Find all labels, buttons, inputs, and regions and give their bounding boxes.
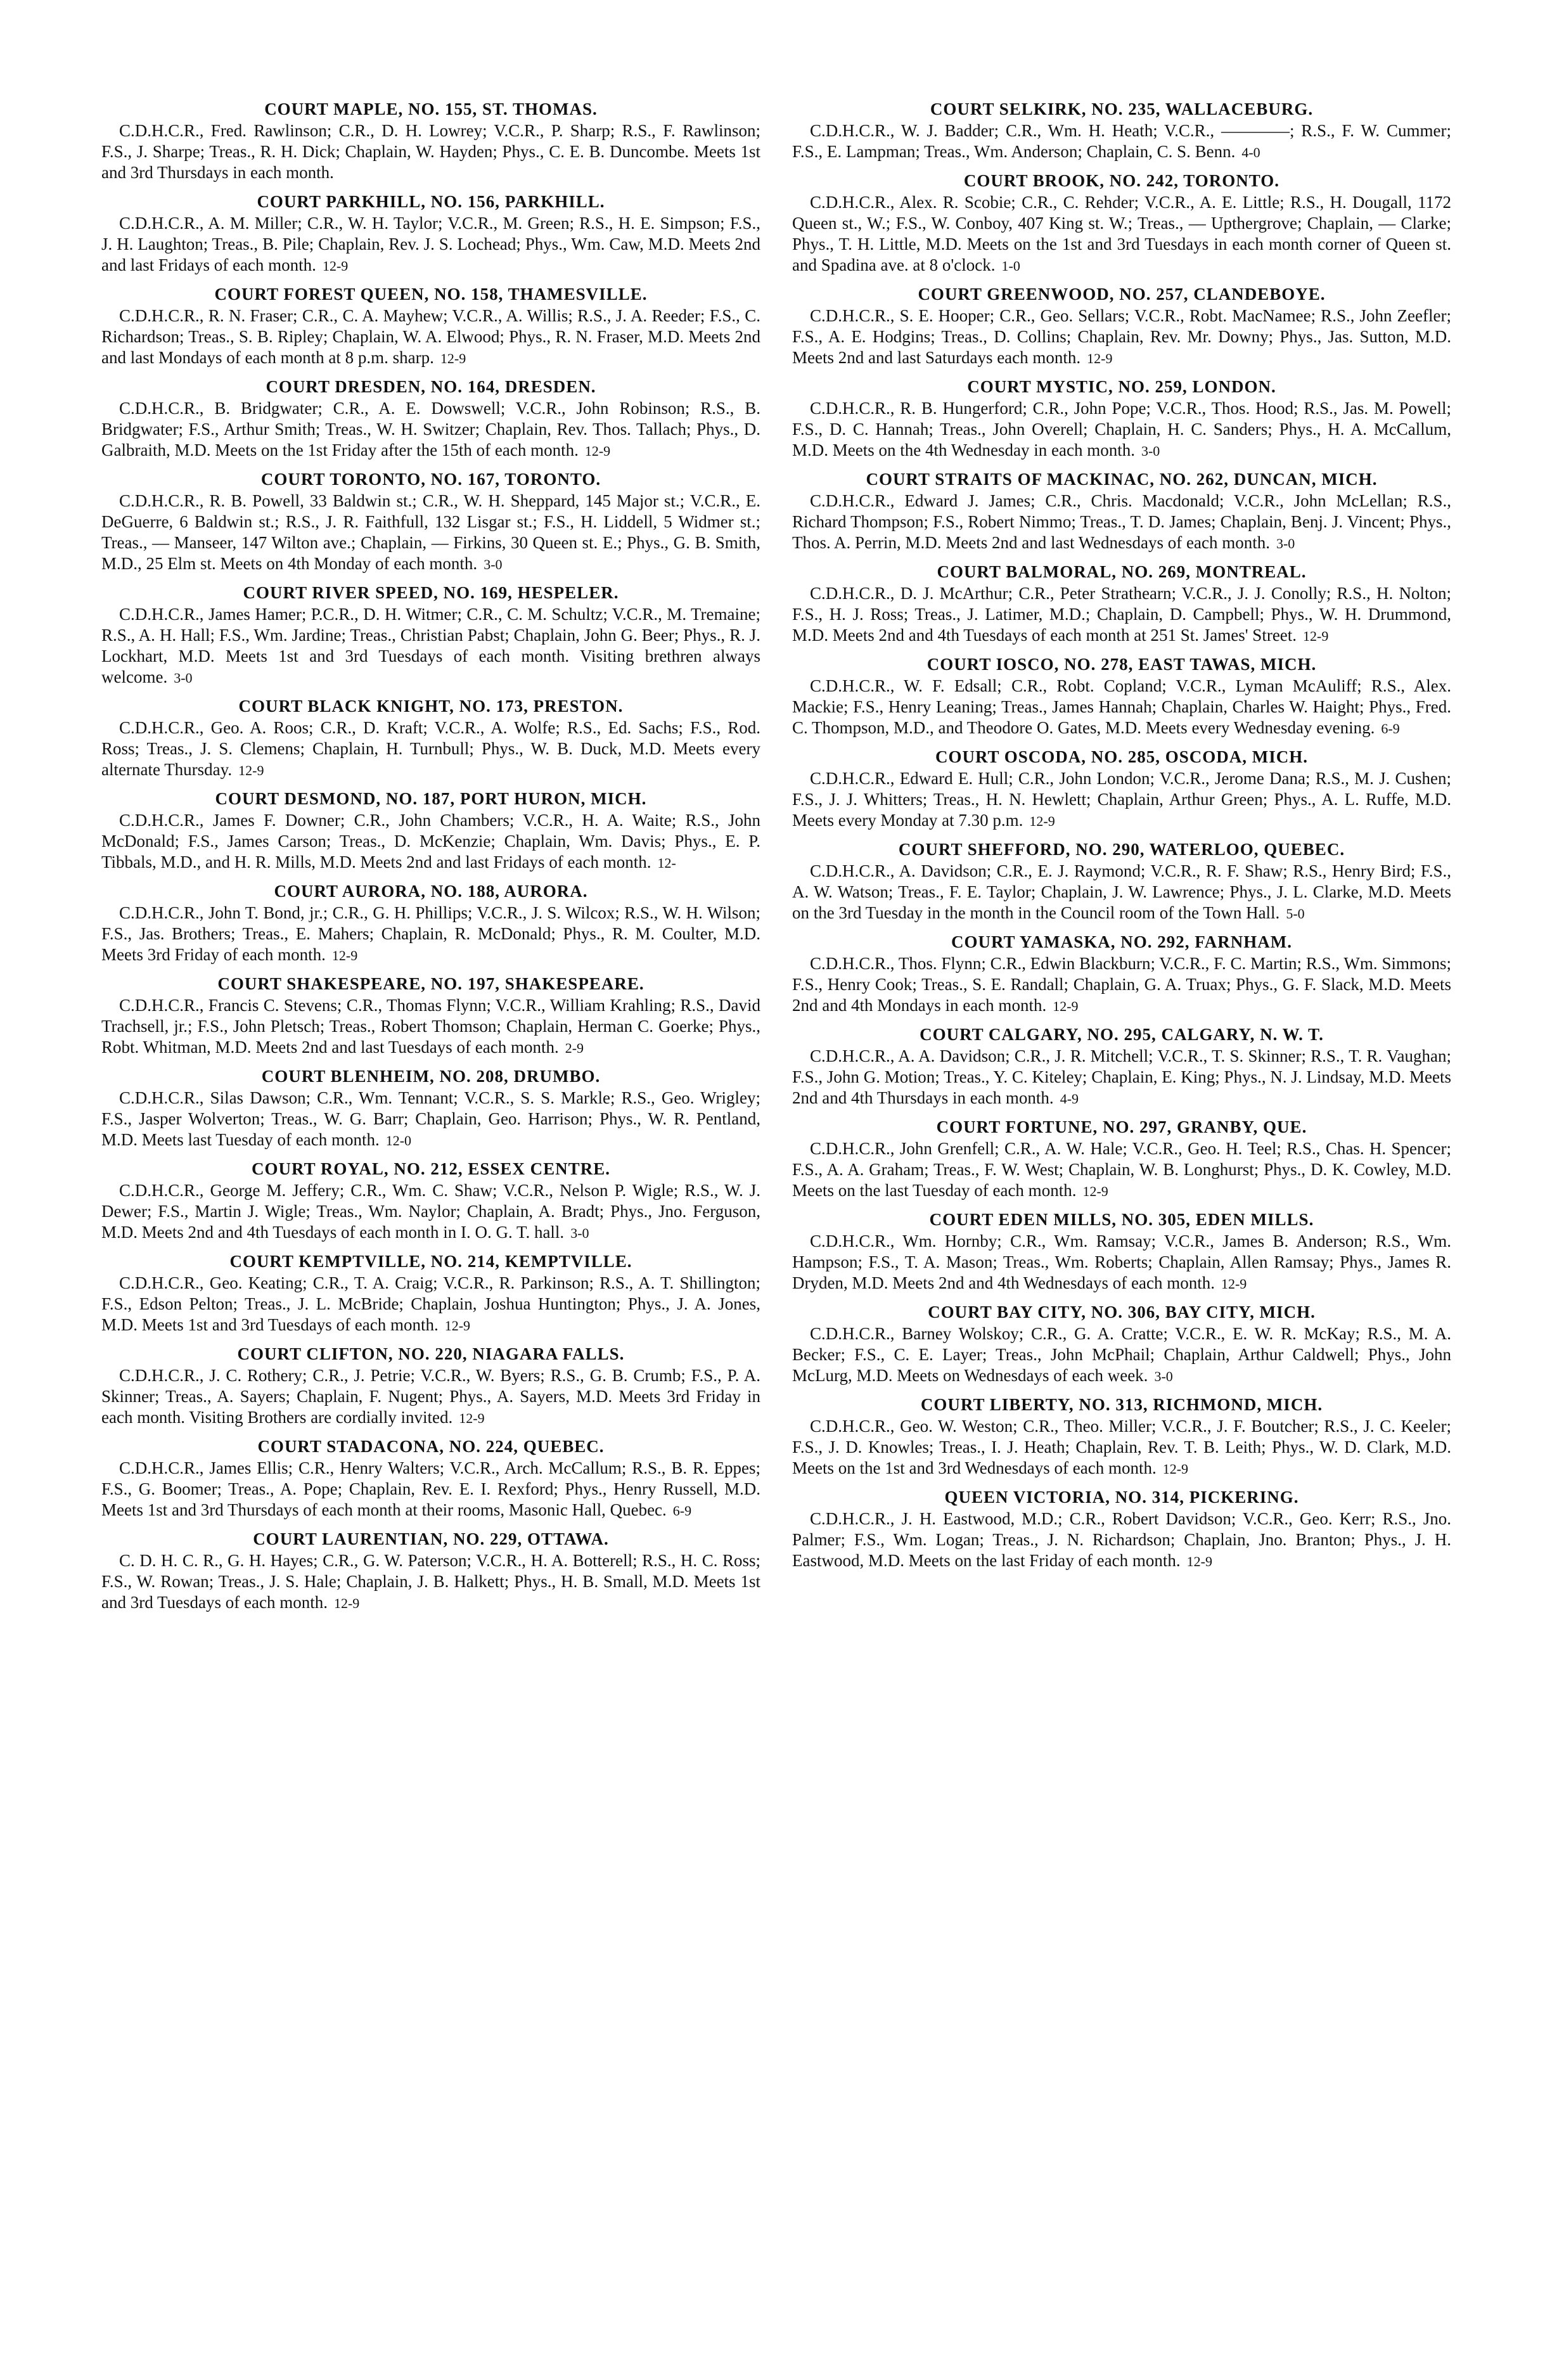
court-officers xyxy=(101,491,760,575)
entry-code: 6-9 xyxy=(1381,721,1400,737)
court-entry xyxy=(792,1209,1451,1294)
court-officers-text: C.D.H.C.R., Geo. Keating; C.R., T. A. Craig; V.C.R., R. Parkinson; R.S., A. T. Shillington; F.S., Edson Pelton; Treas., J. L. McBride; Chaplain, Joshua Huntington; Phys., J. A. Jones, M.D. Meets 1st and 3rd Tuesdays of each month. xyxy=(101,1273,760,1334)
court-heading: COURT EDEN MILLS, NO. 305, EDEN MILLS. xyxy=(929,1210,1314,1229)
court-officers xyxy=(101,1180,760,1244)
court-officers xyxy=(101,903,760,966)
court-entry xyxy=(792,839,1451,924)
entry-code: 2-9 xyxy=(565,1040,584,1056)
court-entry xyxy=(792,654,1451,739)
court-officers xyxy=(792,398,1451,461)
court-entry xyxy=(101,99,760,184)
court-officers xyxy=(101,1088,760,1151)
entry-code: 12-9 xyxy=(1186,1553,1212,1569)
court-heading: COURT CLIFTON, NO. 220, NIAGARA FALLS. xyxy=(237,1344,625,1363)
entry-code: 3-0 xyxy=(174,670,193,686)
court-officers-text: C.D.H.C.R., R. N. Fraser; C.R., C. A. Mayhew; V.C.R., A. Willis; R.S., J. A. Reeder; F.S., C. Richardson; Treas., S. B. Ripley; Chaplain, W. A. Elwood; Phys., R. N. Fraser, M.D. Meets 2nd and last Mondays of each month at 8 p.m. sharp. xyxy=(101,306,760,367)
court-officers-text: C.D.H.C.R., John T. Bond, jr.; C.R., G. H. Phillips; V.C.R., J. S. Wilcox; R.S., W. H. Wilson; F.S., Jas. Brothers; Treas., E. Mahers; Chaplain, R. McDonald; Phys., R. M. Coulter, M.D. Meets 3rd Friday of each month. xyxy=(101,903,760,964)
court-entry xyxy=(792,1394,1451,1479)
court-officers-text: C.D.H.C.R., J. H. Eastwood, M.D.; C.R., Robert Davidson; V.C.R., Geo. Kerr; R.S., Jno. Palmer; F.S., Wm. Logan; Treas., J. N. Richardson; Chaplain, Jno. Branton; Phys., J. H. Eastwood, M.D. Meets on the last Friday of each month. xyxy=(792,1509,1451,1570)
court-officers-text: C.D.H.C.R., Barney Wolskoy; C.R., G. A. Cratte; V.C.R., E. W. R. McKay; R.S., M. A. Becker; F.S., C. E. Layer; Treas., John McPhail; Chaplain, Arthur Caldwell; Phys., John McLurg, M.D. Meets on Wednesdays of each week. xyxy=(792,1324,1451,1385)
court-officers-text: C.D.H.C.R., A. M. Miller; C.R., W. H. Taylor; V.C.R., M. Green; R.S., H. E. Simpson; F.S., J. H. Laughton; Treas., B. Pile; Chaplain, Rev. J. S. Lochead; Phys., Wm. Caw, M.D. Meets 2nd and last Fridays of each month. xyxy=(101,214,760,274)
entry-code: 12-9 xyxy=(1029,813,1055,829)
court-heading: COURT AURORA, NO. 188, AURORA. xyxy=(274,882,588,901)
court-officers-text: C.D.H.C.R., Edward J. James; C.R., Chris. Macdonald; V.C.R., John McLellan; R.S., Richard Thompson; F.S., Robert Nimmo; Treas., T. D. James; Chaplain, Benj. J. Vincent; Phys., Thos. A. Perrin, M.D. Meets 2nd and last Wednesdays of each month. xyxy=(792,491,1451,552)
court-officers xyxy=(101,1458,760,1521)
entry-code: 3-0 xyxy=(570,1225,589,1241)
court-entry xyxy=(792,747,1451,832)
court-entry xyxy=(792,1117,1451,1202)
court-entry xyxy=(101,696,760,781)
entry-code: 5-0 xyxy=(1286,906,1305,922)
court-officers xyxy=(792,491,1451,554)
court-officers xyxy=(792,1231,1451,1294)
court-officers-text: C.D.H.C.R., A. Davidson; C.R., E. J. Raymond; V.C.R., R. F. Shaw; R.S., Henry Bird; F.S., A. W. Watson; Treas., F. E. Taylor; Chaplain, J. W. Lawrence; Phys., J. L. Clarke, M.D. Meets on the 3rd Tuesday in the month in the Council room of the Town Hall. xyxy=(792,861,1451,922)
left-column xyxy=(101,95,760,1621)
court-heading: COURT BROOK, NO. 242, TORONTO. xyxy=(963,171,1280,190)
court-entry xyxy=(101,881,760,966)
entry-code: 12-9 xyxy=(1162,1461,1189,1477)
court-officers xyxy=(792,676,1451,739)
court-entry xyxy=(101,1344,760,1429)
court-officers xyxy=(101,398,760,461)
court-officers xyxy=(792,1323,1451,1387)
court-officers-text: C.D.H.C.R., R. B. Powell, 33 Baldwin st.; C.R., W. H. Sheppard, 145 Major st.; V.C.R., E. DeGuerre, 6 Baldwin st.; R.S., J. R. Faithfull, 132 Lisgar st.; F.S., H. Liddell, 5 Widmer st.; Treas., — Manseer, 147 Wilton ave.; Chaplain, — Firkins, 30 Queen st. E.; Phys., G. B. Smith, M.D., 25 Elm st. Meets on 4th Monday of each month. xyxy=(101,491,760,573)
entry-code: 12-9 xyxy=(1082,1183,1108,1199)
court-officers xyxy=(792,1046,1451,1109)
court-officers xyxy=(792,1138,1451,1202)
court-officers-text: C.D.H.C.R., Silas Dawson; C.R., Wm. Tennant; V.C.R., S. S. Markle; R.S., Geo. Wrigley; F.S., Jasper Wolverton; Treas., W. G. Barr; Chaplain, Geo. Harrison; Phys., W. R. Pentland, M.D. Meets last Tuesday of each month. xyxy=(101,1088,760,1149)
court-officers-text: C.D.H.C.R., James Ellis; C.R., Henry Walters; V.C.R., Arch. McCallum; R.S., B. R. Eppes; F.S., G. Boomer; Treas., A. Pope; Chaplain, Rev. E. I. Rexford; Phys., Henry Russell, M.D. Meets 1st and 3rd Thursdays of each month at their rooms, Masonic Hall, Quebec. xyxy=(101,1458,760,1519)
court-officers-text: C.D.H.C.R., Wm. Hornby; C.R., Wm. Ramsay; V.C.R., James B. Anderson; R.S., Wm. Hampson; F.S., T. A. Mason; Treas., Wm. Roberts; Chaplain, Allen Ramsay; Phys., James R. Dryden, M.D. Meets 2nd and 4th Wednesdays of each month. xyxy=(792,1232,1451,1292)
entry-code: 12-9 xyxy=(333,1595,360,1611)
court-entry xyxy=(792,1302,1451,1387)
court-entry xyxy=(792,469,1451,554)
court-officers-text: C.D.H.C.R., Geo. A. Roos; C.R., D. Kraft; V.C.R., A. Wolfe; R.S., Ed. Sachs; F.S., Rod. Ross; Treas., J. S. Clemens; Chaplain, H. Turnbull; Phys., W. B. Duck, M.D. Meets every alternate Thursday. xyxy=(101,718,760,779)
entry-code: 4-9 xyxy=(1060,1091,1079,1107)
court-entry xyxy=(101,788,760,873)
court-heading: COURT IOSCO, NO. 278, EAST TAWAS, MICH. xyxy=(926,655,1317,674)
court-officers xyxy=(101,1365,760,1429)
court-officers-text: C.D.H.C.R., Francis C. Stevens; C.R., Thomas Flynn; V.C.R., William Krahling; R.S., David Trachsell, jr.; F.S., John Pletsch; Treas., Robert Thomson; Chaplain, Herman C. Goerke; Phys., Robt. Whitman, M.D. Meets 2nd and last Tuesdays of each month. xyxy=(101,996,760,1057)
right-column xyxy=(792,95,1451,1579)
court-heading: COURT STADACONA, NO. 224, QUEBEC. xyxy=(257,1437,605,1456)
court-heading: COURT GREENWOOD, NO. 257, CLANDEBOYE. xyxy=(918,285,1326,304)
entry-code: 12-9 xyxy=(322,258,349,274)
entry-code: 12- xyxy=(657,855,676,871)
court-officers-text: C.D.H.C.R., Thos. Flynn; C.R., Edwin Blackburn; V.C.R., F. C. Martin; R.S., Wm. Simmons; F.S., Henry Cook; Treas., S. E. Randall; Chaplain, G. A. Truax; Phys., G. F. Slack, M.D. Meets 2nd and 4th Mondays in each month. xyxy=(792,954,1451,1015)
entry-code: 12-9 xyxy=(238,762,264,778)
entry-code: 12-0 xyxy=(385,1133,412,1148)
court-entry xyxy=(792,1487,1451,1572)
court-officers-text: C.D.H.C.R., S. E. Hooper; C.R., Geo. Sellars; V.C.R., Robt. MacNamee; R.S., John Zeefler; F.S., A. E. Hodgins; Treas., D. Collins; Chaplain, Rev. Mr. Downy; Phys., Jas. Sutton, M.D. Meets 2nd and last Saturdays each month. xyxy=(792,306,1451,367)
entry-code: 3-0 xyxy=(484,556,503,572)
court-officers-text: C.D.H.C.R., Geo. W. Weston; C.R., Theo. Miller; V.C.R., J. F. Boutcher; R.S., J. C. Keeler; F.S., J. D. Knowles; Treas., I. J. Heath; Chaplain, Rev. T. B. Leith; Phys., W. D. Clark, M.D. Meets on the 1st and 3rd Wednesdays of each month. xyxy=(792,1417,1451,1477)
court-heading: COURT TORONTO, NO. 167, TORONTO. xyxy=(260,470,601,489)
court-entry xyxy=(101,1529,760,1614)
entry-code: 12-9 xyxy=(444,1318,471,1334)
court-entry xyxy=(792,562,1451,646)
court-entry xyxy=(101,284,760,369)
court-heading: QUEEN VICTORIA, NO. 314, PICKERING. xyxy=(944,1488,1299,1507)
court-heading: COURT MYSTIC, NO. 259, LONDON. xyxy=(967,377,1276,396)
court-heading: COURT MAPLE, NO. 155, ST. THOMAS. xyxy=(264,100,598,119)
court-heading: COURT DESMOND, NO. 187, PORT HURON, MICH. xyxy=(215,789,647,808)
court-heading: COURT DRESDEN, NO. 164, DRESDEN. xyxy=(266,377,596,396)
court-entry xyxy=(792,99,1451,163)
court-officers-text: C.D.H.C.R., George M. Jeffery; C.R., Wm. C. Shaw; V.C.R., Nelson P. Wigle; R.S., W. J. Dewer; F.S., Martin J. Wigle; Treas., Wm. Naylor; Chaplain, A. Bradt; Phys., Jno. Ferguson, M.D. Meets 2nd and 4th Tuesdays of each month in I. O. G. T. hall. xyxy=(101,1181,760,1242)
court-heading: COURT STRAITS OF MACKINAC, NO. 262, DUNCAN, MICH. xyxy=(866,470,1378,489)
court-heading: COURT SHAKESPEARE, NO. 197, SHAKESPEARE. xyxy=(217,974,644,993)
court-officers xyxy=(792,953,1451,1017)
entry-code: 6-9 xyxy=(672,1503,692,1519)
court-entry xyxy=(101,1251,760,1336)
court-heading: COURT BAY CITY, NO. 306, BAY CITY, MICH. xyxy=(928,1303,1316,1322)
court-officers-text: C.D.H.C.R., A. A. Davidson; C.R., J. R. Mitchell; V.C.R., T. S. Skinner; R.S., T. R. Vaughan; F.S., John G. Motion; Treas., Y. C. Kiteley; Chaplain, E. King; Phys., N. J. Lindsay, M.D. Meets 2nd and 4th Thursdays in each month. xyxy=(792,1046,1451,1107)
court-officers-text: C.D.H.C.R., Edward E. Hull; C.R., John London; V.C.R., Jerome Dana; R.S., M. J. Cushen; F.S., J. J. Whitters; Treas., H. N. Hewlett; Chaplain, Arthur Green; Phys., A. L. Ruffe, M.D. Meets every Monday at 7.30 p.m. xyxy=(792,769,1451,830)
court-officers-text: C.D.H.C.R., R. B. Hungerford; C.R., John Pope; V.C.R., Thos. Hood; R.S., Jas. M. Powell; F.S., D. C. Hannah; Treas., John Overell; Chaplain, H. C. Sanders; Phys., H. A. McCallum, M.D. Meets on the 4th Wednesday in each month. xyxy=(792,399,1451,460)
court-officers-text: C.D.H.C.R., James F. Downer; C.R., John Chambers; V.C.R., H. A. Waite; R.S., John McDonald; F.S., James Carson; Treas., D. McKenzie; Chaplain, Wm. Davis; Phys., E. P. Tibbals, M.D., and H. R. Mills, M.D. Meets 2nd and last Fridays of each month. xyxy=(101,811,760,872)
court-officers xyxy=(101,810,760,873)
court-entry xyxy=(101,469,760,575)
court-heading: COURT KEMPTVILLE, NO. 214, KEMPTVILLE. xyxy=(229,1252,632,1271)
court-officers xyxy=(792,1508,1451,1572)
court-entry xyxy=(101,376,760,461)
court-officers xyxy=(101,995,760,1058)
court-officers xyxy=(792,583,1451,646)
court-heading: COURT OSCODA, NO. 285, OSCODA, MICH. xyxy=(935,747,1309,766)
court-heading: COURT PARKHILL, NO. 156, PARKHILL. xyxy=(257,192,605,211)
entry-code: 12-9 xyxy=(459,1410,485,1426)
court-officers-text: C.D.H.C.R., James Hamer; P.C.R., D. H. Witmer; C.R., C. M. Schultz; V.C.R., M. Tremaine; R.S., A. H. Hall; F.S., Wm. Jardine; Treas., Christian Pabst; Chaplain, John G. Beer; Phys., R. J. Lockhart, M.D. Meets 1st and 3rd Tuesdays of each month. Visiting brethren always welcome. xyxy=(101,605,760,686)
court-officers-text: C. D. H. C. R., G. H. Hayes; C.R., G. W. Paterson; V.C.R., H. A. Botterell; R.S., H. C. Ross; F.S., W. Rowan; Treas., J. S. Hale; Chaplain, J. B. Halkett; Phys., H. B. Small, M.D. Meets 1st and 3rd Tuesdays of each month. xyxy=(101,1551,760,1612)
court-officers xyxy=(101,306,760,369)
court-officers xyxy=(792,306,1451,369)
entry-code: 12-9 xyxy=(1053,998,1079,1014)
court-entry xyxy=(101,582,760,688)
entry-code: 12-9 xyxy=(440,351,466,366)
court-officers xyxy=(792,768,1451,832)
court-heading: COURT RIVER SPEED, NO. 169, HESPELER. xyxy=(243,583,619,602)
court-officers xyxy=(792,1416,1451,1479)
court-heading: COURT CALGARY, NO. 295, CALGARY, N. W. T. xyxy=(920,1025,1324,1044)
entry-code: 3-0 xyxy=(1276,536,1295,551)
court-officers xyxy=(101,1273,760,1336)
entry-code: 1-0 xyxy=(1001,258,1020,274)
court-officers-text: C.D.H.C.R., B. Bridgwater; C.R., A. E. Dowswell; V.C.R., John Robinson; R.S., B. Bridgwater; F.S., Arthur Smith; Treas., W. H. Switzer; Chaplain, Rev. Thos. Tallach; Phys., D. Galbraith, M.D. Meets on the 1st Friday after the 15th of each month. xyxy=(101,399,760,460)
court-entry xyxy=(101,974,760,1058)
court-heading: COURT BLACK KNIGHT, NO. 173, PRESTON. xyxy=(238,697,624,716)
court-entry xyxy=(792,376,1451,461)
court-officers-text: C.D.H.C.R., D. J. McArthur; C.R., Peter Strathearn; V.C.R., J. J. Conolly; R.S., H. Nolton; F.S., H. J. Ross; Treas., J. Latimer, M.D.; Chaplain, D. Campbell; Phys., W. H. Drummond, M.D. Meets 2nd and 4th Tuesdays of each month at 251 St. James' Street. xyxy=(792,584,1451,645)
court-officers-text: C.D.H.C.R., Fred. Rawlinson; C.R., D. H. Lowrey; V.C.R., P. Sharp; R.S., F. Rawlinson; F.S., J. Sharpe; Treas., R. H. Dick; Chaplain, W. Hayden; Phys., C. E. B. Duncombe. Meets 1st and 3rd Thursdays in each month. xyxy=(101,121,760,182)
entry-code: 3-0 xyxy=(1141,443,1160,459)
court-officers xyxy=(101,717,760,781)
court-heading: COURT SELKIRK, NO. 235, WALLACEBURG. xyxy=(930,100,1314,119)
court-entry xyxy=(792,1024,1451,1109)
court-officers-text: C.D.H.C.R., W. F. Edsall; C.R., Robt. Copland; V.C.R., Lyman McAuliff; R.S., Alex. Mackie; F.S., Henry Leaning; Treas., James Hannah; Chaplain, Charles W. Haight; Phys., Fred. C. Thompson, M.D., and Theodore O. Gates, M.D. Meets every Wednesday evening. xyxy=(792,676,1451,737)
court-heading: COURT BLENHEIM, NO. 208, DRUMBO. xyxy=(261,1067,601,1086)
court-officers-text: C.D.H.C.R., John Grenfell; C.R., A. W. Hale; V.C.R., Geo. H. Teel; R.S., Chas. H. Spencer; F.S., A. A. Graham; Treas., F. W. West; Chaplain, W. B. Longhurst; Phys., D. K. Cowley, M.D. Meets on the last Tuesday of each month. xyxy=(792,1139,1451,1200)
court-heading: COURT YAMASKA, NO. 292, FARNHAM. xyxy=(951,932,1293,951)
court-officers xyxy=(101,213,760,276)
court-officers xyxy=(101,1550,760,1614)
court-heading: COURT ROYAL, NO. 212, ESSEX CENTRE. xyxy=(252,1159,610,1178)
court-entry xyxy=(792,932,1451,1017)
court-officers xyxy=(101,604,760,688)
entry-code: 12-9 xyxy=(1303,628,1329,644)
court-officers-text: C.D.H.C.R., W. J. Badder; C.R., Wm. H. Heath; V.C.R., ————; R.S., F. W. Cummer; F.S., E. Lampman; Treas., Wm. Anderson; Chaplain, C. S. Benn. xyxy=(792,121,1451,161)
court-entry xyxy=(101,1159,760,1244)
court-entry xyxy=(101,191,760,276)
entry-code: 4-0 xyxy=(1241,145,1260,160)
court-officers-text: C.D.H.C.R., Alex. R. Scobie; C.R., C. Rehder; V.C.R., A. E. Little; R.S., H. Dougall, 1172 Queen st., W.; F.S., W. Conboy, 407 King st. W.; Treas., — Upthergrove; Chaplain, — Clarke; Phys., T. H. Little, M.D. Meets on the 1st and 3rd Tuesdays in each month corner of Queen st. and Spadina ave. at 8 o'clock. xyxy=(792,193,1451,274)
court-heading: COURT LAURENTIAN, NO. 229, OTTAWA. xyxy=(253,1529,609,1548)
entry-code: 12-9 xyxy=(1221,1276,1247,1292)
entry-code: 12-9 xyxy=(584,443,611,459)
court-officers xyxy=(101,120,760,184)
entry-code: 3-0 xyxy=(1154,1368,1173,1384)
court-heading: COURT BALMORAL, NO. 269, MONTREAL. xyxy=(937,562,1307,581)
entry-code: 12-9 xyxy=(1087,351,1113,366)
court-officers-text: C.D.H.C.R., J. C. Rothery; C.R., J. Petrie; V.C.R., W. Byers; R.S., G. B. Crumb; F.S., P. A. Skinner; Treas., A. Sayers; Chaplain, F. Nugent; Phys., A. Sayers, M.D. Meets 3rd Friday in each month. Visiting Brothers are cordially invited. xyxy=(101,1366,760,1427)
court-heading: COURT FORTUNE, NO. 297, GRANBY, QUE. xyxy=(936,1117,1307,1136)
court-entry xyxy=(792,170,1451,276)
court-officers xyxy=(792,192,1451,276)
court-entry xyxy=(792,284,1451,369)
entry-code: 12-9 xyxy=(331,948,358,963)
court-heading: COURT FOREST QUEEN, NO. 158, THAMESVILLE. xyxy=(214,285,648,304)
court-officers xyxy=(792,861,1451,924)
court-entry xyxy=(101,1066,760,1151)
court-officers xyxy=(792,120,1451,163)
court-heading: COURT LIBERTY, NO. 313, RICHMOND, MICH. xyxy=(920,1395,1323,1414)
court-heading: COURT SHEFFORD, NO. 290, WATERLOO, QUEBEC. xyxy=(898,840,1345,859)
court-entry xyxy=(101,1436,760,1521)
